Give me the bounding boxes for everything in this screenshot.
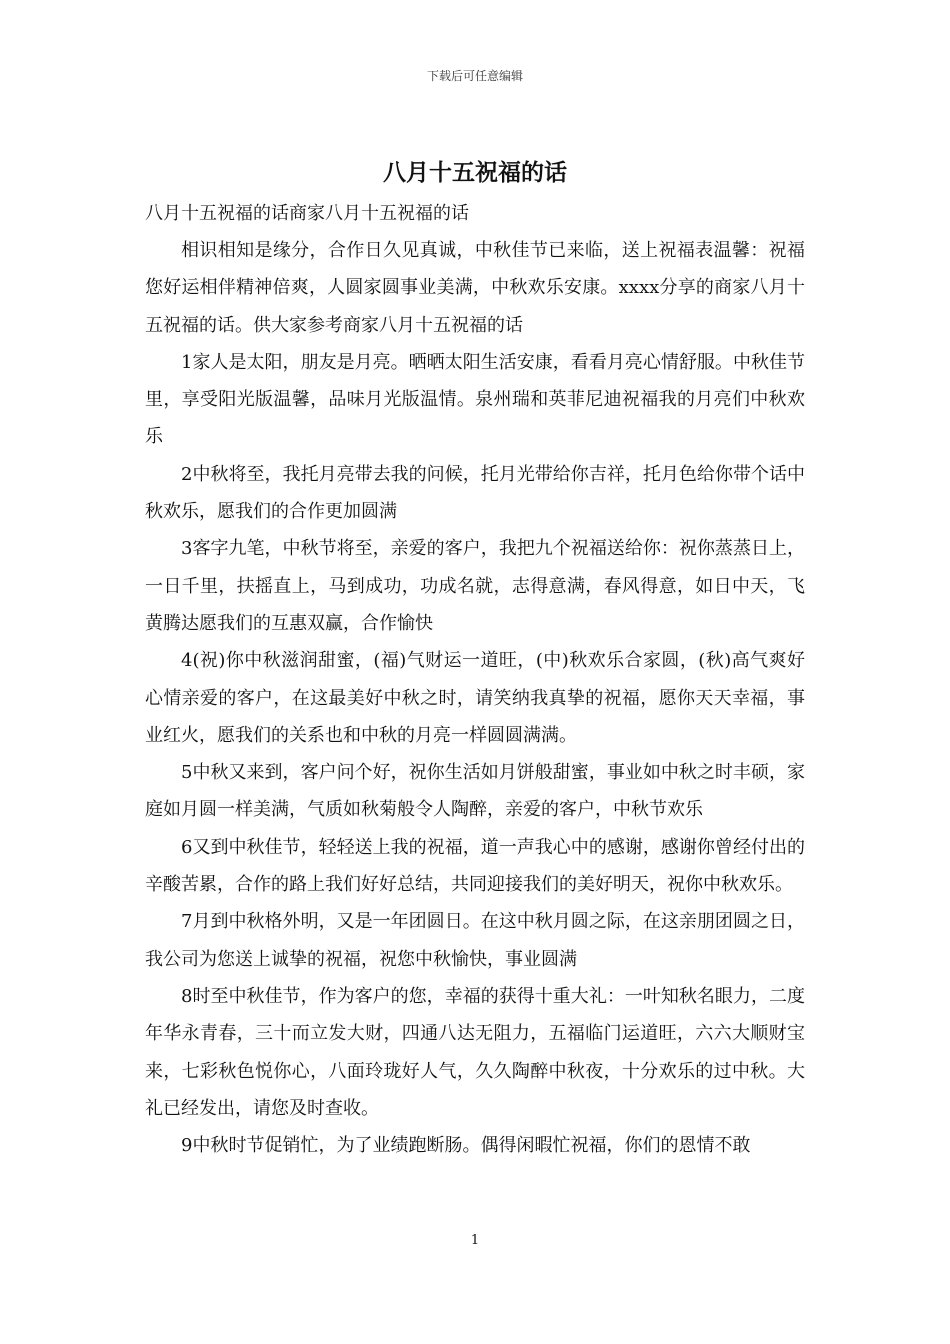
paragraph-1: 1家人是太阳，朋友是月亮。晒晒太阳生活安康，看看月亮心情舒服。中秋佳节里，享受阳光版温馨，品味月光版温情。泉州瑞和英菲尼迪祝福我的月亮们中秋欢乐 (145, 351, 805, 448)
paragraph-6: 6又到中秋佳节，轻轻送上我的祝福，道一声我心中的感谢，感谢你曾经付出的辛酸苦累，合作的路上我们好好总结，共同迎接我们的美好明天，祝你中秋欢乐。 (145, 836, 805, 896)
header-note: 下载后可任意编辑 (426, 69, 523, 83)
paragraph-7: 7月到中秋格外明，又是一年团圆日。在这中秋月圆之际，在这亲朋团圆之日，我公司为您送上诚挚的祝福，祝您中秋愉快，事业圆满 (145, 911, 805, 970)
paragraph-4: 4(祝)你中秋滋润甜蜜，(福)气财运一道旺，(中)秋欢乐合家圆，(秋)高气爽好心情亲爱的客户，在这最美好中秋之时，请笑纳我真挚的祝福，愿你天天幸福，事业红火，愿我们的关系也和中秋的月亮一样圆圆满满。 (145, 650, 805, 746)
paragraph-3: 3客字九笔，中秋节将至，亲爱的客户，我把九个祝福送给你：祝你蒸蒸日上，一日千里，扶摇直上，马到成功，功成名就，志得意满，春风得意，如日中天，飞黄腾达愿我们的互惠双赢，合作愉快 (145, 538, 805, 634)
paragraph-9: 9中秋时节促销忙，为了业绩跑断肠。偶得闲暇忙祝福，你们的恩情不敢 (181, 1135, 751, 1157)
page-number: 1 (470, 1233, 480, 1248)
paragraph-8: 8时至中秋佳节，作为客户的您，幸福的获得十重大礼：一叶知秋名眼力，二度年华永青春，三十而立发大财，四通八达无阻力，五福临门运道旺，六六大顺财宝来，七彩秋色悦你心，八面玲珑好人气，久久陶醉中秋夜，十分欢乐的过中秋。大礼已经发出，请您及时查收。 (145, 985, 805, 1119)
document-title: 八月十五祝福的话 (383, 160, 567, 186)
document-subtitle: 八月十五祝福的话商家八月十五祝福的话 (145, 203, 469, 224)
paragraph-5: 5中秋又来到，客户问个好，祝你生活如月饼般甜蜜，事业如中秋之时丰硕，家庭如月圆一样美满，气质如秋菊般令人陶醉，亲爱的客户，中秋节欢乐 (145, 762, 805, 821)
paragraph-intro: 相识相知是缘分，合作日久见真诚，中秋佳节已来临，送上祝福表温馨：祝福您好运相伴精神倍爽，人圆家圆事业美满，中秋欢乐安康。xxxx分享的商家八月十五祝福的话。供大家参考商家八月十五祝福的话 (145, 240, 805, 336)
document-body (145, 195, 805, 1164)
paragraph-2: 2中秋将至，我托月亮带去我的问候，托月光带给你吉祥，托月色给你带个话中秋欢乐，愿我们的合作更加圆满 (145, 463, 805, 523)
